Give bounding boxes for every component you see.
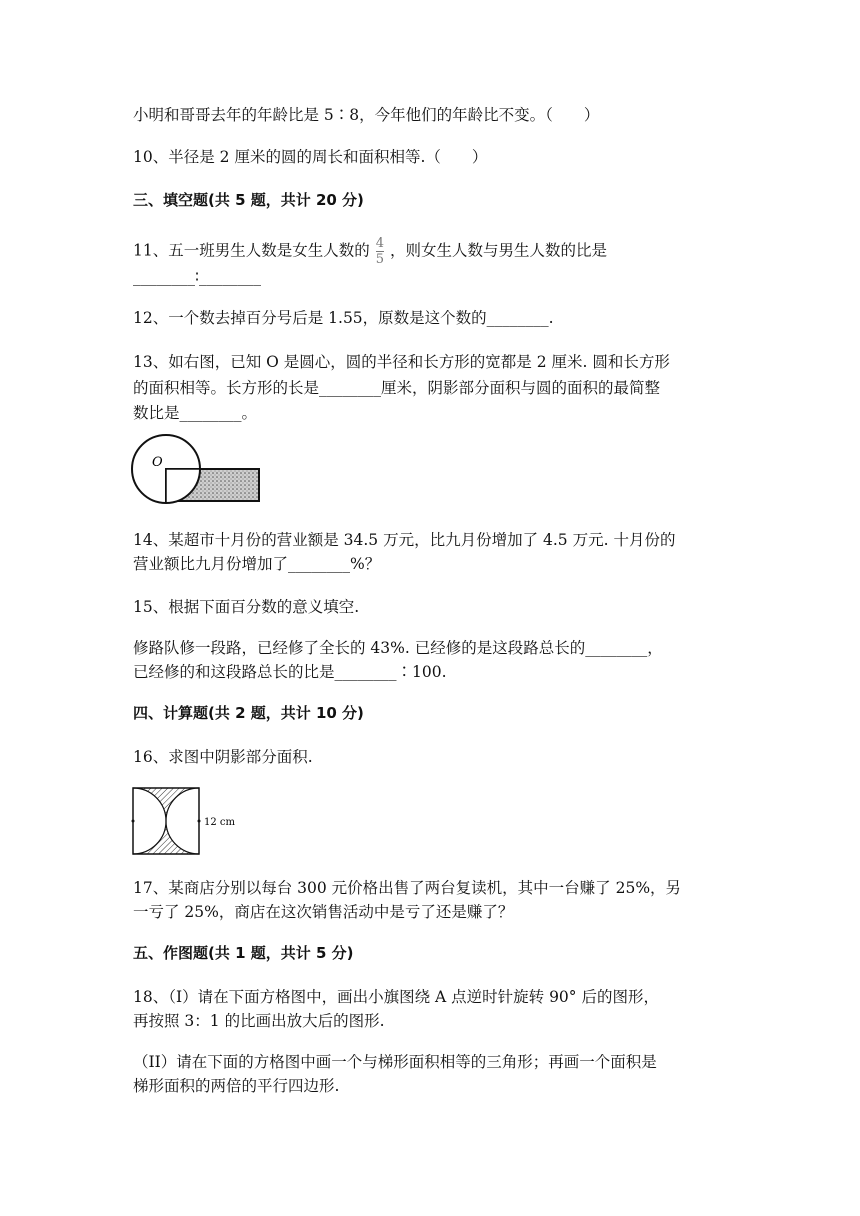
q15-text: 15、根据下面百分数的意义填空. xyxy=(133,598,360,616)
q11-text-a: 11、五一班男生人数是女生人数的 xyxy=(133,241,370,260)
q13-line1: 13、如右图，已知 O 是圆心，圆的半径和长方形的宽都是 2 厘米. 圆和长方形 xyxy=(133,353,670,371)
q15-line1: 修路队修一段路，已经修了全长的 43%. 已经修的是这段路总长的________， xyxy=(133,639,663,657)
q16-text: 16、求图中阴影部分面积. xyxy=(133,748,313,766)
fraction-four-fifths xyxy=(376,237,384,266)
q18-line2: 再按照 3：1 的比画出放大后的图形. xyxy=(133,1012,385,1030)
q18-line3: （II）请在下面的方格图中画一个与梯形面积相等的三角形；再画一个面积是 xyxy=(133,1053,657,1071)
section-3-heading: 三、填空题(共 5 题，共计 20 分) xyxy=(133,191,364,209)
q9-text: 小明和哥哥去年的年龄比是 5∶8，今年他们的年龄比不变。（ ） xyxy=(133,106,600,124)
q11-line2: ________∶________ xyxy=(133,268,262,286)
fraction-numerator: 4 xyxy=(375,236,385,251)
q10-text: 10、半径是 2 厘米的圆的周长和面积相等.（ ） xyxy=(133,148,488,166)
q11-text-b: ，则女生人数与男生人数的比是 xyxy=(390,241,608,260)
q17-line2: 一亏了 25%，商店在这次销售活动中是亏了还是赚了？ xyxy=(133,903,514,921)
q15-line2: 已经修的和这段路总长的比是________∶100. xyxy=(133,663,447,681)
q17-line1: 17、某商店分别以每台 300 元价格出售了两台复读机，其中一台赚了 25%，另 xyxy=(133,879,682,897)
circle-rectangle-figure xyxy=(128,432,263,512)
center-label: O xyxy=(152,455,163,470)
q14-line2: 营业额比九月份增加了________%？ xyxy=(133,555,381,573)
q18-line4: 梯形面积的两倍的平行四边形. xyxy=(133,1077,340,1095)
dimension-label: 12 cm xyxy=(204,817,235,828)
fraction-denominator: 5 xyxy=(375,252,385,267)
q12-text: 12、一个数去掉百分号后是 1.55，原数是这个数的________. xyxy=(133,309,554,327)
section-4-heading: 四、计算题(共 2 题，共计 10 分) xyxy=(133,704,364,722)
square-semicircles-figure xyxy=(130,786,240,858)
q18-line1: 18、（I）请在下面方格图中，画出小旗图绕 A 点逆时针旋转 90° 后的图形， xyxy=(133,988,659,1006)
q11-line1 xyxy=(133,237,607,266)
q13-line2: 的面积相等。长方形的长是________厘米，阴影部分面积与圆的面积的最简整 xyxy=(133,379,661,397)
section-5-heading: 五、作图题(共 1 题，共计 5 分) xyxy=(133,944,354,962)
q14-line1: 14、某超市十月份的营业额是 34.5 万元，比九月份增加了 4.5 万元. 十月份的 xyxy=(133,531,676,549)
q13-line3: 数比是________。 xyxy=(133,404,258,422)
